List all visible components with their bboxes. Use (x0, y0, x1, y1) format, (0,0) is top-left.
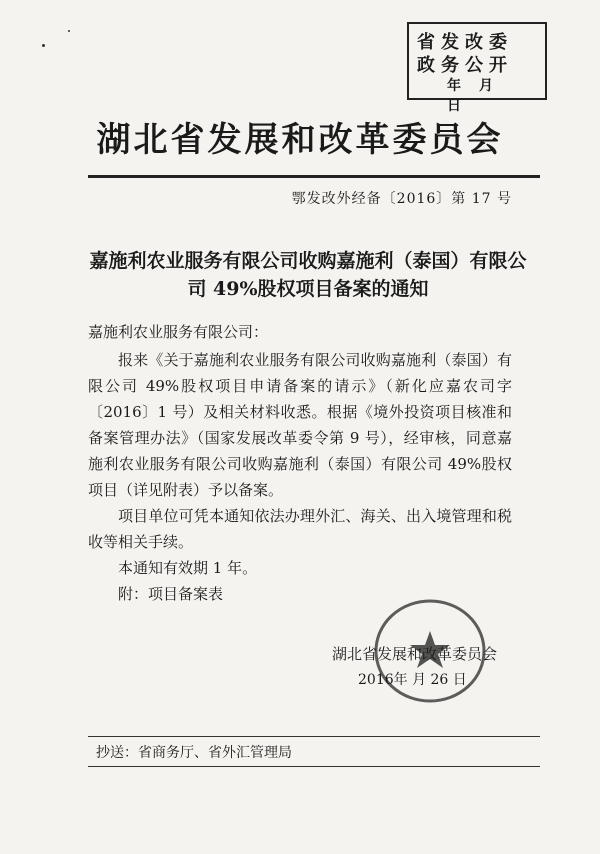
scan-speck (68, 30, 70, 32)
header-divider (88, 175, 540, 178)
cc-line: 抄送：省商务厅、省外汇管理局 (96, 745, 292, 761)
document-number: 鄂发改外经备〔2016〕第 17 号 (291, 191, 512, 207)
signature-date: 2016年 月 26 日 (358, 672, 467, 688)
body-paragraph-4: 附：项目备案表 (118, 585, 224, 603)
signature-organization: 湖北省发展和改革委员会 (332, 645, 498, 663)
body-paragraph-3: 本通知有效期 1 年。 (118, 559, 258, 577)
body-paragraph-1: 报来《关于嘉施利农业服务有限公司收购嘉施利（泰国）有限公司 49%股权项目申请备案的请示》（新化应嘉农司字〔2016〕1 号）及相关材料收悉。根据《境外投资项目核准和备案管理办法》（国家发展改革委令第 9 号），经审核，同意嘉施利农业服务有限公司收购嘉施利（泰国）有限公司 49%股权项目（详见附表）予以备案。 (88, 351, 512, 499)
cc-divider-bottom (88, 766, 540, 767)
salutation: 嘉施利农业服务有限公司： (88, 323, 269, 341)
stamp-line-3: 年月日 (447, 78, 511, 114)
document-title: 嘉施利农业服务有限公司收购嘉施利（泰国）有限公司 49%股权项目备案的通知 (89, 250, 527, 300)
agency-header: 湖北省发展和改革委员会 (96, 120, 504, 160)
cc-divider-top (88, 736, 540, 737)
stamp-line-2: 政务公开 (417, 55, 513, 76)
scan-speck (42, 44, 45, 47)
document-body (88, 347, 512, 607)
stamp-line-1: 省发改委 (417, 32, 513, 53)
body-paragraph-2: 项目单位可凭本通知依法办理外汇、海关、出入境管理和税收等相关手续。 (88, 507, 512, 551)
public-disclosure-stamp (407, 22, 547, 114)
